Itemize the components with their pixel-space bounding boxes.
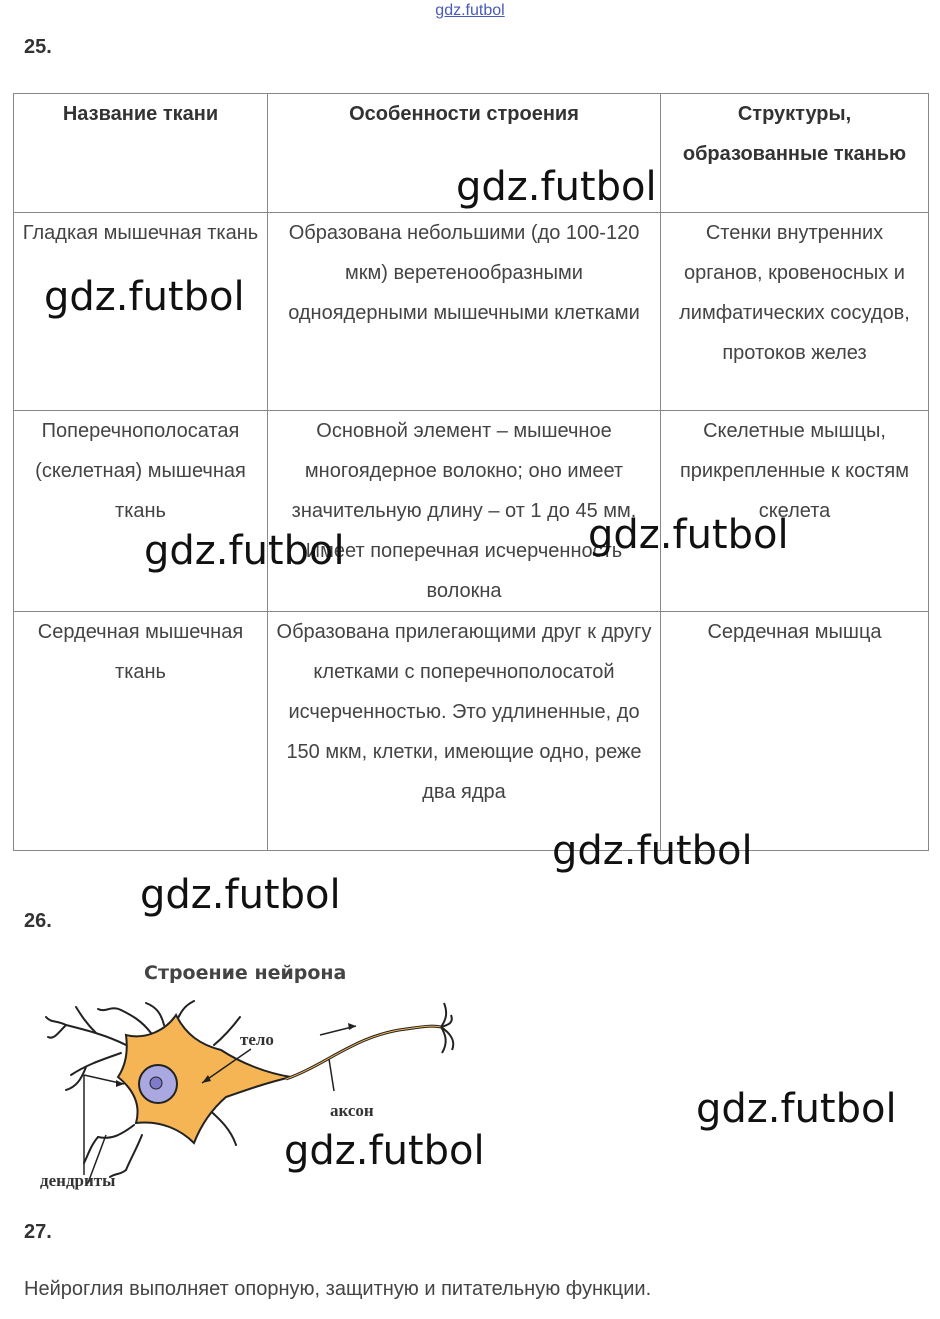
watermark: gdz.futbol bbox=[588, 512, 789, 558]
header-formed-structures: Структуры, образованные тканью bbox=[661, 94, 929, 213]
cell-structure: Основной элемент – мышечное многоядерное волокно; оно имеет значительную длину – от 1 до 45 мм. Имеет поперечная исчерченность волокна bbox=[268, 411, 661, 612]
cell-tissue-name: Поперечнополосатая (скелетная) мышечная ткань bbox=[14, 411, 268, 612]
cell-formed: Сердечная мышца bbox=[661, 612, 929, 851]
question-25-number: 25. bbox=[24, 36, 52, 58]
site-link[interactable]: gdz.futbol bbox=[435, 2, 505, 19]
cell-formed: Стенки внутренних органов, кровеносных и лимфатических сосудов, протоков желез bbox=[661, 213, 929, 411]
cell-tissue-name: Гладкая мышечная ткань bbox=[14, 213, 268, 411]
cell-tissue-name: Сердечная мышечная ткань bbox=[14, 612, 268, 851]
watermark: gdz.futbol bbox=[140, 872, 341, 918]
axon-terminals bbox=[441, 1003, 453, 1053]
watermark: gdz.futbol bbox=[284, 1128, 485, 1174]
watermark: gdz.futbol bbox=[456, 164, 657, 210]
watermark: gdz.futbol bbox=[144, 528, 345, 574]
axon-shape bbox=[286, 1026, 441, 1079]
label-cell-body: тело bbox=[240, 1030, 274, 1049]
header-structure-features: Особенности строения bbox=[268, 94, 661, 213]
table-row bbox=[14, 612, 929, 851]
label-axon: аксон bbox=[330, 1101, 374, 1120]
watermark: gdz.futbol bbox=[696, 1086, 897, 1132]
question-27-number: 27. bbox=[24, 1221, 52, 1243]
diagram-title: Строение нейрона bbox=[144, 962, 347, 984]
table-row bbox=[14, 411, 929, 612]
question-26-number: 26. bbox=[24, 910, 52, 932]
nucleolus-shape bbox=[150, 1077, 162, 1089]
question-27-answer: Нейроглия выполняет опорную, защитную и питательную функции. bbox=[24, 1278, 652, 1300]
header-tissue-name: Название ткани bbox=[14, 94, 268, 213]
cell-structure: Образована прилегающими друг к другу клетками с поперечнополосатой исчерченностью. Это удлиненные, до 150 мкм, клетки, имеющие одно, реже два ядра bbox=[268, 612, 661, 851]
watermark: gdz.futbol bbox=[552, 828, 753, 874]
cell-structure: Образована небольшими (до 100-120 мкм) веретенообразными одноядерными мышечными клетками bbox=[268, 213, 661, 411]
cell-formed: Скелетные мышцы, прикрепленные к костям скелета bbox=[661, 411, 929, 612]
label-dendrites: дендриты bbox=[40, 1171, 116, 1190]
watermark: gdz.futbol bbox=[44, 274, 245, 320]
